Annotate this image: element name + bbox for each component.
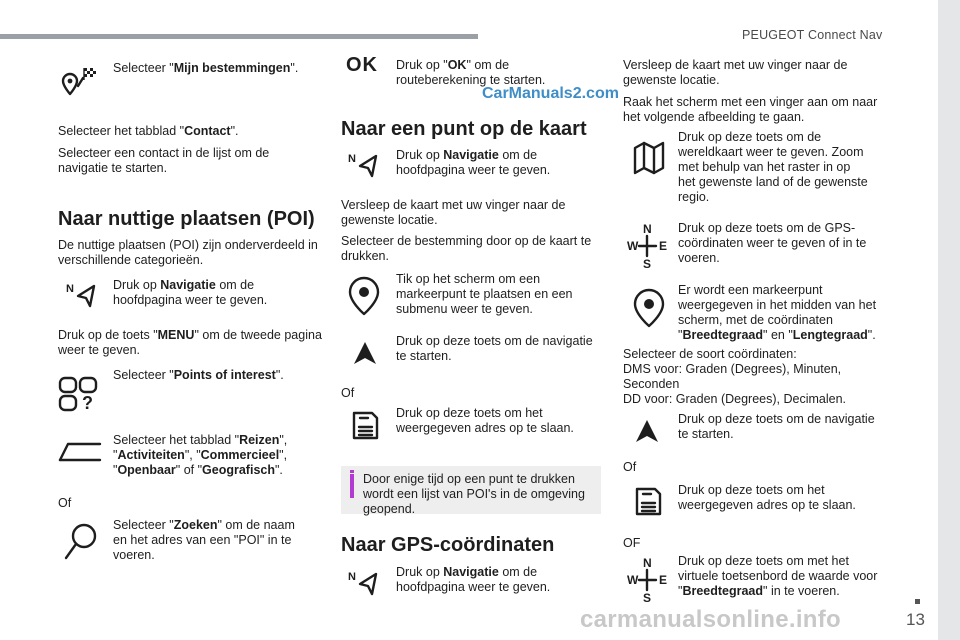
- of-label-1: Of: [58, 496, 72, 510]
- svg-text:?: ?: [82, 393, 93, 412]
- heading-poi: Naar nuttige plaatsen (POI): [58, 208, 315, 230]
- side-tab: [938, 0, 960, 640]
- para-virtual-keyboard: Druk op deze toets om met het virtuele toetsenbord de waarde voor "Breedtegraad" in te voeren.: [678, 554, 878, 598]
- para-next-image: Raak het scherm met een vinger aan om naar het volgende afbeelding te gaan.: [623, 95, 878, 124]
- compass-n: N: [643, 222, 652, 236]
- of-label-2: Of: [341, 386, 355, 400]
- para-drag-map: Versleep de kaart met uw vinger naar de gewenste locatie.: [341, 198, 566, 227]
- para-save-address: Druk op deze toets om het weergegeven adres op te slaan.: [396, 406, 574, 435]
- para-start-navigation-2: Druk op deze toets om de navigatie te starten.: [678, 412, 875, 441]
- end-marker: [915, 599, 920, 604]
- heading-gps: Naar GPS-coördinaten: [341, 534, 555, 556]
- start-navigation-icon: [634, 418, 660, 444]
- north-letter: N: [348, 571, 356, 583]
- compass-e: E: [659, 239, 668, 253]
- navigation-icon: [346, 150, 380, 180]
- para-select-destination: Selecteer de bestemming door op de kaart te drukken.: [341, 234, 592, 263]
- info-icon-dot: [350, 470, 354, 473]
- para-menu-key: Druk op de toets "MENU" om de tweede pagina weer te geven.: [58, 328, 322, 357]
- navigation-icon: [346, 568, 380, 598]
- para-press-ok: Druk op "OK" om de routeberekening te starten.: [396, 58, 546, 87]
- points-of-interest-icon: [58, 374, 102, 412]
- compass-w: W: [627, 573, 639, 587]
- para-contact-tab: Selecteer het tabblad "Contact".: [58, 124, 239, 138]
- north-letter: N: [66, 283, 74, 295]
- watermark-carmanualsonline: carmanualsonline.info: [580, 606, 842, 633]
- para-search: Selecteer "Zoeken" om de naam en het adres van een "POI" in te voeren.: [113, 518, 295, 562]
- compass-w: W: [627, 239, 639, 253]
- navigation-icon: [64, 280, 98, 310]
- para-my-destinations: Selecteer "Mijn bestemmingen".: [113, 61, 299, 75]
- search-icon: [62, 522, 100, 564]
- para-points-of-interest: Selecteer "Points of interest".: [113, 368, 284, 382]
- heading-point-on-map: Naar een punt op de kaart: [341, 118, 587, 140]
- para-drag-map-2: Versleep de kaart met uw vinger naar de gewenste locatie.: [623, 58, 848, 87]
- top-rule: [0, 34, 478, 39]
- para-tap-screen: Tik op het scherm om een markeerpunt te plaatsen en een submenu weer te geven.: [396, 272, 573, 316]
- page-number: 13: [906, 610, 925, 629]
- para-press-navigation: Druk op Navigatie om de hoofdpagina weer te geven.: [396, 148, 551, 177]
- para-save-address-2: Druk op deze toets om het weergegeven adres op te slaan.: [678, 483, 856, 512]
- para-gps-coordinates: Druk op deze toets om de GPS-coördinaten weer te geven of in te voeren.: [678, 221, 867, 265]
- of-label-4: OF: [623, 536, 641, 550]
- start-navigation-icon: [352, 340, 378, 366]
- map-pin-icon: [347, 276, 381, 316]
- compass-s: S: [643, 257, 652, 270]
- info-icon: [350, 474, 354, 498]
- para-category-tabs: Selecteer het tabblad "Reizen", "Activiteiten", "Commercieel", "Openbaar" of "Geografisch".: [113, 433, 288, 477]
- world-map-icon: [632, 140, 666, 176]
- gps-coordinates-icon: [626, 556, 670, 604]
- of-label-3: Of: [623, 460, 637, 474]
- category-tab-icon: [58, 440, 104, 464]
- ok-icon: OK: [346, 54, 378, 76]
- compass-n: N: [643, 556, 652, 570]
- para-press-navigation: Druk op Navigatie om de hoofdpagina weer te geven.: [113, 278, 268, 307]
- para-poi-intro: De nuttige plaatsen (POI) zijn onderverdeeld in verschillende categorieën.: [58, 238, 318, 267]
- para-marker-coordinates: Er wordt een markeerpunt weergegeven in het midden van het scherm, met de coördinaten "Breedtegraad" en "Lengtegraad".: [678, 283, 877, 342]
- north-letter: N: [348, 153, 356, 165]
- save-icon: [633, 486, 663, 518]
- compass-e: E: [659, 573, 668, 587]
- para-world-map: Druk op deze toets om de wereldkaart weer te geven. Zoom met behulp van het raster in op het gewenste land of de gewenste regio.: [678, 130, 868, 204]
- para-press-navigation: Druk op Navigatie om de hoofdpagina weer te geven.: [396, 565, 551, 594]
- info-text: Door enige tijd op een punt te drukken wordt een lijst van POI's in de omgeving geopend.: [363, 472, 585, 516]
- watermark-carmanuals: CarManuals2.com: [482, 85, 619, 102]
- para-select-contact: Selecteer een contact in de lijst om de navigatie te starten.: [58, 146, 270, 175]
- map-pin-icon: [632, 288, 666, 328]
- my-destinations-icon: [58, 66, 100, 104]
- save-icon: [350, 410, 380, 442]
- para-start-navigation: Druk op deze toets om de navigatie te starten.: [396, 334, 593, 363]
- running-title: PEUGEOT Connect Nav: [742, 28, 883, 42]
- para-coordinate-types: Selecteer de soort coördinaten: DMS voor: Graden (Degrees), Minuten, Seconden DD voor: Graden (Degrees), Decimalen.: [623, 347, 846, 406]
- compass-s: S: [643, 591, 652, 604]
- gps-coordinates-icon: [626, 222, 670, 270]
